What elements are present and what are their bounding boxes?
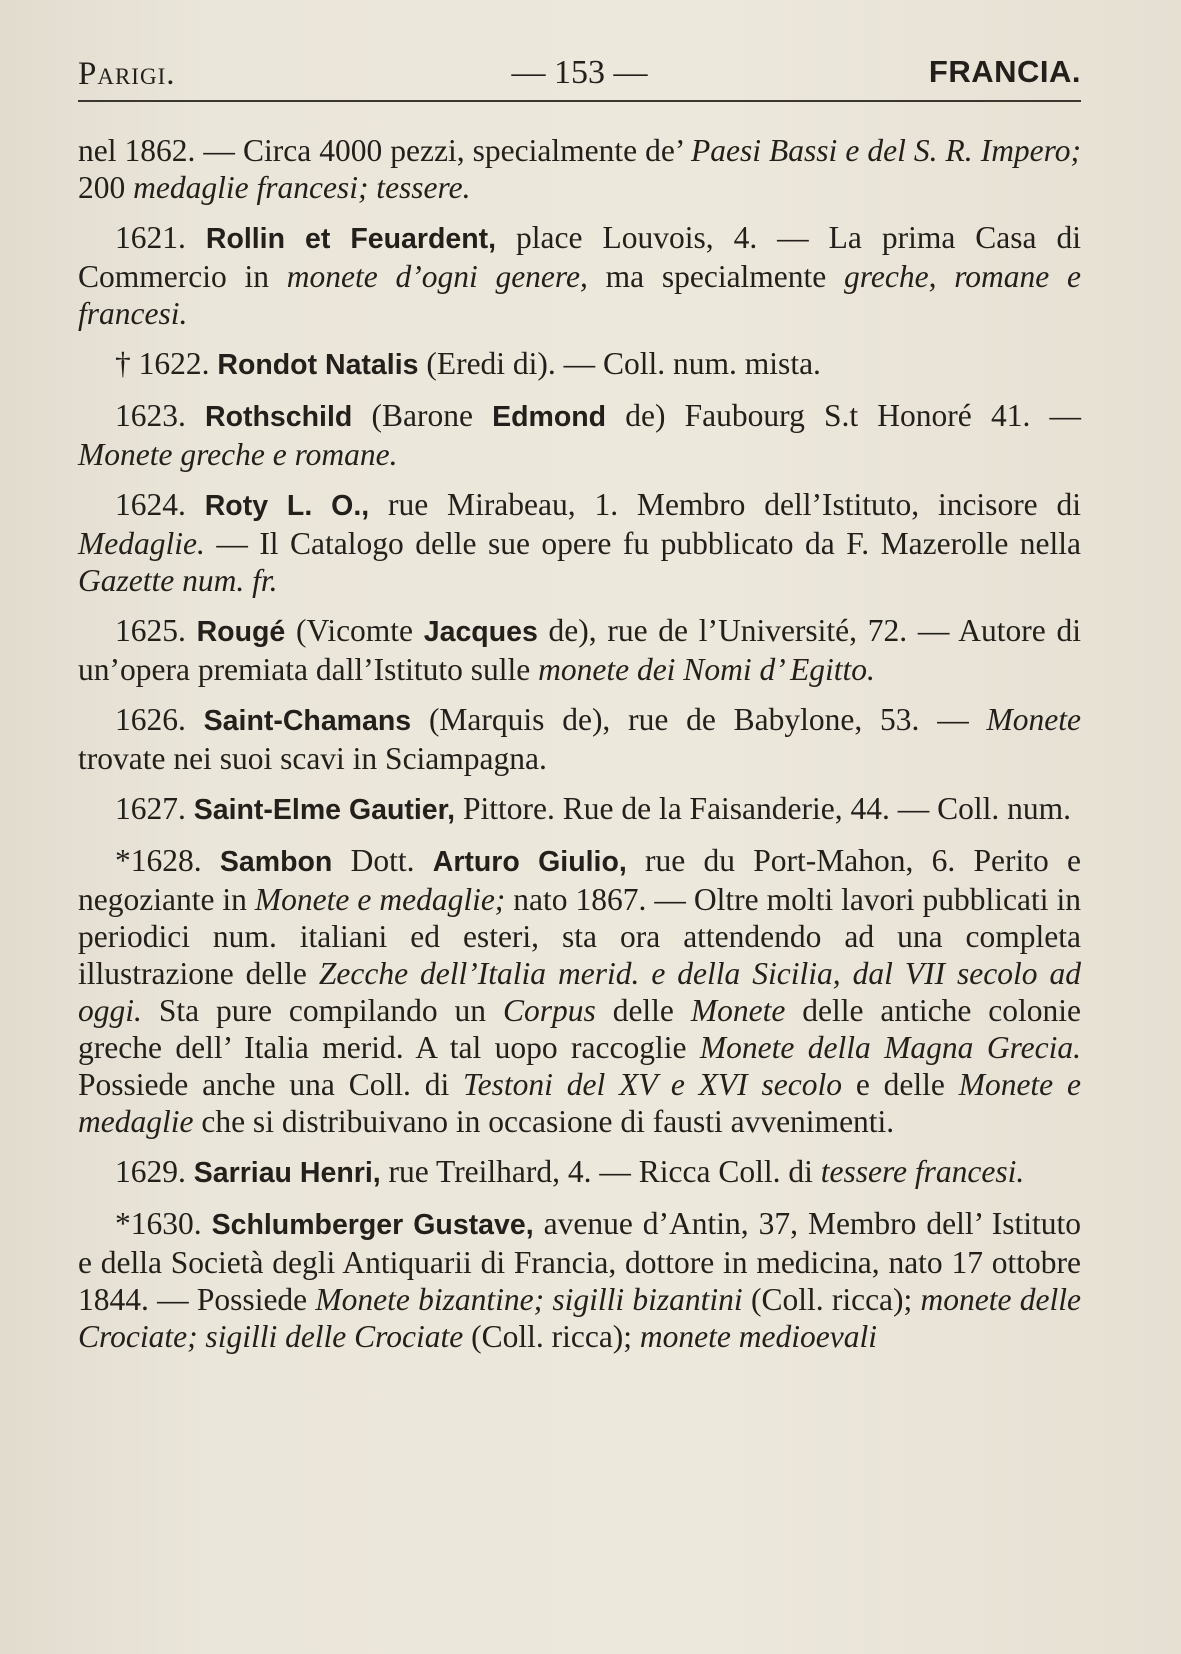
page-number: — 153 — — [511, 54, 648, 91]
entry-text: 1627. — [115, 791, 194, 826]
collector-name: Rougé — [196, 616, 286, 648]
entry-text: 1626. — [115, 702, 204, 737]
entry-text: *1630. — [115, 1206, 212, 1241]
collector-name: Roty L. O., — [204, 490, 370, 522]
entry-text: ma specialmente — [587, 259, 845, 294]
italic-text: Medaglie. — [78, 526, 205, 561]
italic-text: monete dei Nomi d’ Egitto. — [538, 652, 875, 687]
entry-text: 1624. — [115, 487, 205, 522]
entry-1627 — [78, 790, 1081, 829]
header-city: Parigi. — [78, 56, 176, 92]
entry-text: *1628. — [115, 843, 220, 878]
header-rule — [78, 100, 1081, 102]
italic-text: Zecche dell’Italia merid. e della Sicilia, dal VII secolo ad oggi. — [78, 956, 1081, 1028]
entry-text: 1621. — [115, 220, 206, 255]
entry-text: delle antiche colonie greche dell’ Italia merid. A tal uopo raccoglie — [78, 993, 1081, 1065]
entry-text: trovate nei suoi scavi in Sciampagna. — [78, 741, 547, 776]
italic-text: tessere francesi. — [820, 1154, 1025, 1189]
italic-text: Gazette num. fr. — [78, 563, 278, 598]
italic-text: medaglie francesi; tessere. — [133, 170, 471, 205]
italic-text: Monete — [986, 702, 1081, 737]
entry-text: de) Faubourg S.t Honoré 41. — — [606, 398, 1081, 433]
header-country: FRANCIA. — [928, 54, 1081, 89]
entry-text: de), rue de l’Université, 72. — Autore di un’opera premiata dall’Istituto sulle — [78, 613, 1081, 687]
italic-text: Monete greche e romane. — [78, 437, 398, 472]
entries-list — [78, 132, 1081, 1355]
italic-text: Monete — [690, 993, 786, 1028]
entry-continued — [78, 132, 1081, 206]
entry-text: delle — [595, 993, 691, 1028]
entry-1628 — [78, 842, 1081, 1140]
collector-name: Saint-Chamans — [203, 705, 412, 737]
entry-text: rue du Port-Mahon, 6. Perito e negoziante in — [78, 843, 1082, 917]
collector-name: Saint-Elme Gautier, — [193, 794, 456, 826]
collector-name: Rothschild — [205, 401, 353, 433]
entry-1629 — [78, 1153, 1081, 1192]
entry-text: (Barone — [352, 398, 493, 433]
collector-name: Rondot Natalis — [217, 349, 419, 381]
entry-text: 1625. — [115, 613, 197, 648]
italic-text: Monete della Magna Grecia. — [699, 1030, 1081, 1065]
entry-1623 — [78, 397, 1081, 473]
entry-text: place Louvois, 4. — La prima Casa di Commercio in — [78, 220, 1081, 294]
italic-text: monete d’ogni genere, — [286, 259, 588, 294]
collector-name: Schlumberger Gustave, — [211, 1209, 534, 1241]
entry-text: † 1622. — [115, 346, 218, 381]
italic-text: Corpus — [502, 993, 596, 1028]
entry-text: Possiede anche una Coll. di — [78, 1067, 464, 1102]
entry-text: rue Mirabeau, 1. Membro dell’Istituto, incisore di — [369, 487, 1082, 522]
entry-text: nato 1867. — Oltre molti lavori pubblicati in periodici num. italiani ed esteri, sta ora attendendo ad una completa illustrazione delle — [78, 882, 1081, 991]
entry-text: (Coll. ricca); — [463, 1319, 640, 1354]
entry-1625 — [78, 612, 1081, 688]
collector-name: Jacques — [423, 616, 538, 648]
entry-text: (Eredi di). — Coll. num. mista. — [418, 346, 821, 381]
entry-text: rue Treilhard, 4. — Ricca Coll. di — [380, 1154, 821, 1189]
entry-text: 200 — [78, 170, 134, 205]
entry-text: (Marquis de), rue de Babylone, 53. — — [411, 702, 987, 737]
entry-1624 — [78, 486, 1081, 599]
running-header — [78, 50, 1081, 96]
entry-text: nel 1862. — Circa 4000 pezzi, specialmente de’ — [78, 133, 692, 168]
italic-text: Monete e medaglie — [78, 1067, 1081, 1139]
italic-text: Testoni del XV e XVI secolo — [463, 1067, 842, 1102]
entry-text: Sta pure compilando un — [141, 993, 503, 1028]
entry-text: Dott. — [332, 843, 433, 878]
entry-text: — Il Catalogo delle sue opere fu pubblicato da F. Mazerolle nella — [204, 526, 1081, 561]
entry-text: (Vicomte — [285, 613, 424, 648]
italic-text: Monete bizantine; sigilli bizantini — [315, 1282, 743, 1317]
collector-name: Arturo Giulio, — [432, 846, 627, 878]
italic-text: Paesi Bassi e del S. R. Impero; — [691, 133, 1081, 168]
italic-text: Monete e medaglie; — [254, 882, 506, 917]
collector-name: Sambon — [219, 846, 333, 878]
entry-text: che si distribuivano in occasione di fausti avvenimenti. — [193, 1104, 895, 1139]
collector-name: Rollin et Feuardent, — [205, 223, 497, 255]
entry-1622 — [78, 345, 1081, 384]
entry-text: 1623. — [115, 398, 206, 433]
collector-name: Edmond — [492, 401, 607, 433]
entry-text: 1629. — [115, 1154, 194, 1189]
collector-name: Sarriau Henri, — [193, 1157, 381, 1189]
entry-text: e delle — [841, 1067, 959, 1102]
entry-1626 — [78, 701, 1081, 777]
entry-text: (Coll. ricca); — [742, 1282, 921, 1317]
entry-text: Pittore. Rue de la Faisanderie, 44. — Coll. num. — [455, 791, 1072, 826]
entry-1630 — [78, 1205, 1081, 1355]
italic-text: monete medioevali — [639, 1319, 877, 1354]
italic-text: monete delle Crociate; sigilli delle Crociate — [78, 1282, 1081, 1354]
entry-text: avenue d’Antin, 37, Membro dell’ Istituto e della Società degli Antiquarii di Francia, dottore in medicina, nato 17 ottobre 1844. — Possiede — [78, 1206, 1081, 1317]
entry-1621 — [78, 219, 1081, 332]
italic-text: greche, romane e francesi. — [78, 259, 1081, 331]
